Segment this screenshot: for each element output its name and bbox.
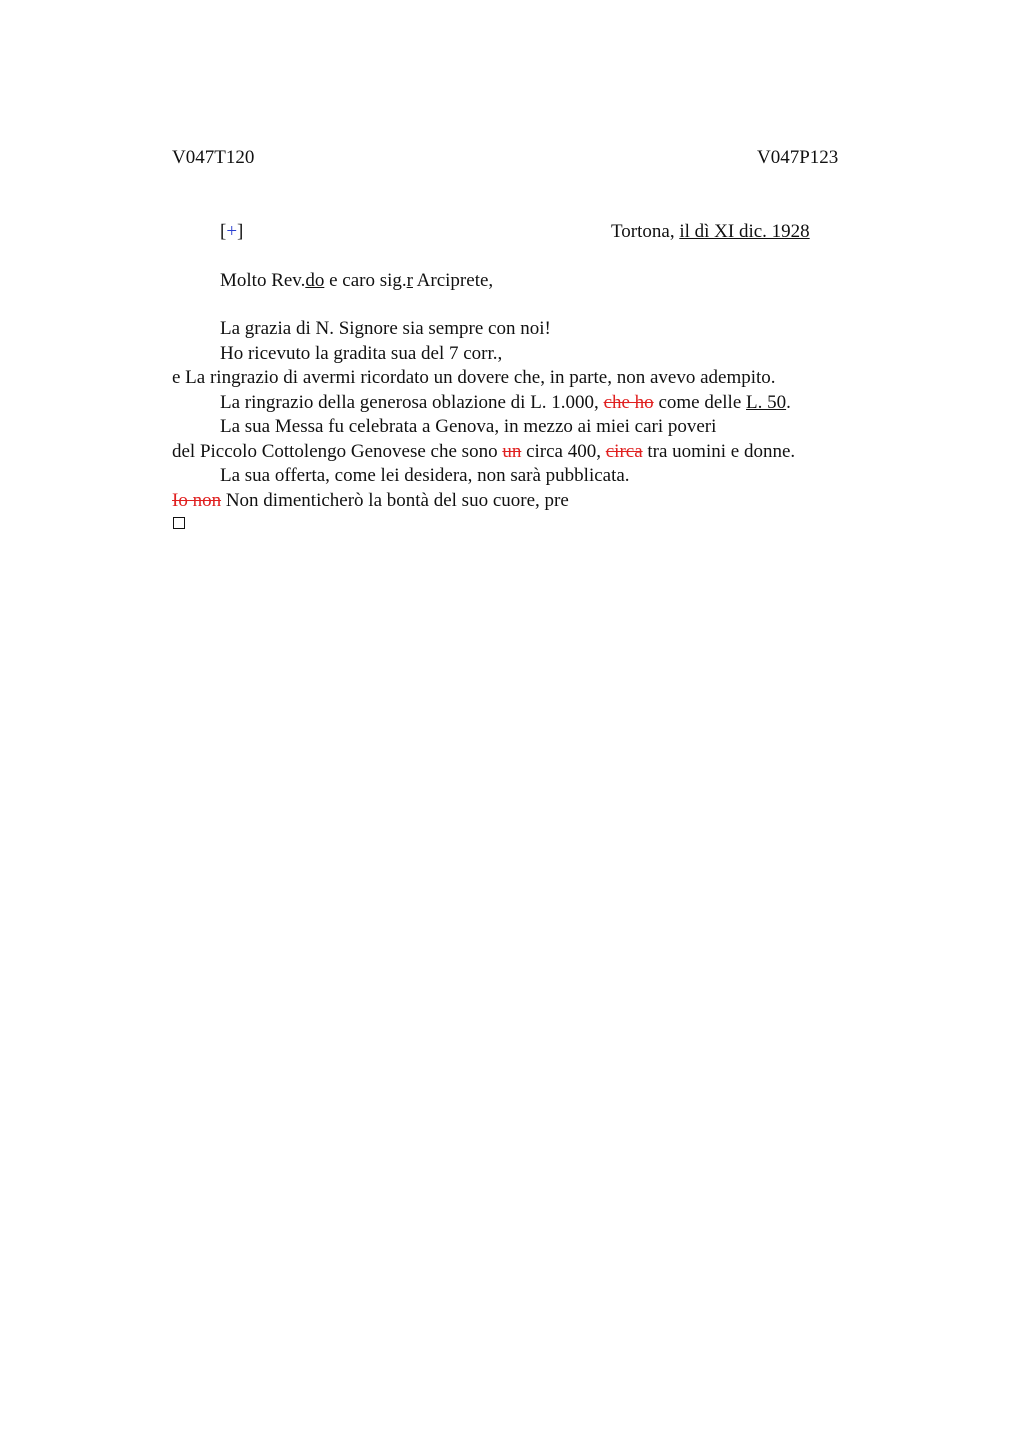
cross-bracket-open: [ <box>220 221 227 242</box>
body-line-1: La grazia di N. Signore sia sempre con noi! <box>220 318 551 339</box>
cross-symbol: + <box>226 221 238 242</box>
place-date <box>611 220 810 244</box>
line-text: La ringrazio della generosa oblazione di L. 1.000, <box>220 392 604 413</box>
body-line-6 <box>172 440 795 464</box>
line-text: Non dimenticherò la bontà del suo cuore, pre <box>221 490 569 511</box>
left-reference-code: V047T120 <box>172 147 255 168</box>
salutation <box>220 269 493 293</box>
salutation-abbrev: do <box>305 270 325 291</box>
body-line-7: La sua offerta, come lei desidera, non sarà pubblicata. <box>220 465 630 486</box>
salutation-part: Molto Rev. <box>220 270 306 291</box>
line-text: . <box>786 392 791 413</box>
line-text: come delle <box>653 392 747 413</box>
salutation-part: Arciprete, <box>412 270 494 291</box>
body-line-3: e La ringrazio di avermi ricordato un dovere che, in parte, non avevo adempito. <box>172 367 776 388</box>
body-line-8 <box>172 489 569 513</box>
deleted-text: circa <box>605 441 643 462</box>
cross-marker <box>220 220 243 244</box>
deleted-text: Io non <box>172 490 222 511</box>
salutation-abbrev: r <box>406 270 413 291</box>
place: Tortona, <box>611 221 675 242</box>
body-line-5: La sua Messa fu celebrata a Genova, in mezzo ai miei cari poveri <box>220 416 717 437</box>
deleted-text: un <box>502 441 522 462</box>
salutation-part: e caro sig. <box>324 270 407 291</box>
line-text: tra uomini e donne. <box>642 441 796 462</box>
body-line-2: Ho ricevuto la gradita sua del 7 corr., <box>220 343 503 364</box>
deleted-text: che ho <box>603 392 654 413</box>
checkbox-icon <box>173 517 185 529</box>
underlined-amount: L. 50 <box>746 392 787 413</box>
body-line-4 <box>220 391 791 415</box>
line-text: del Piccolo Cottolengo Genovese che sono <box>172 441 503 462</box>
line-text: circa 400, <box>521 441 606 462</box>
right-reference-code: V047P123 <box>757 147 839 168</box>
date: il dì XI dic. 1928 <box>679 221 810 242</box>
cross-bracket-close: ] <box>237 221 244 242</box>
